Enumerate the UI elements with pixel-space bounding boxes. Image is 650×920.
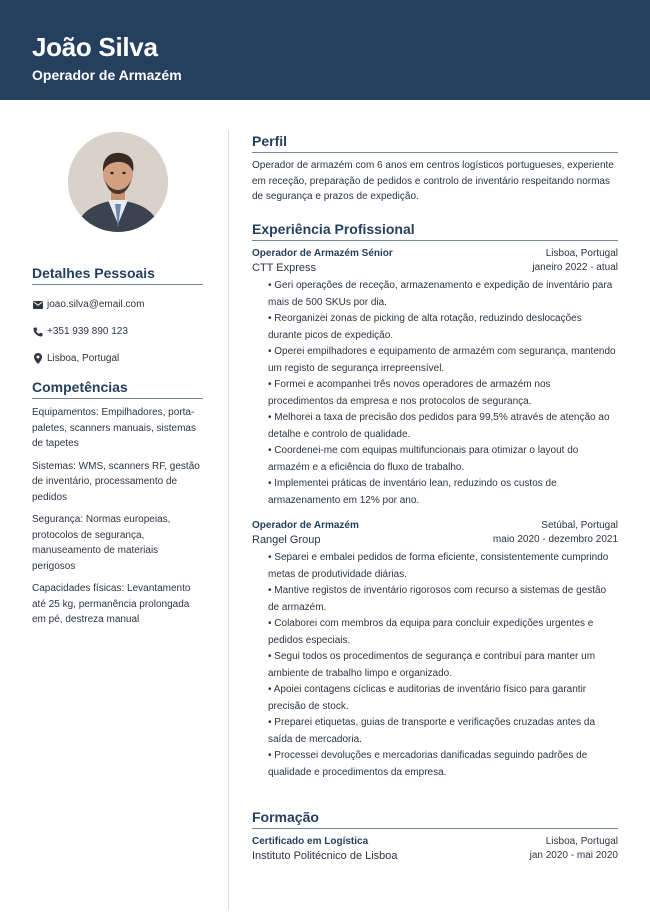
experience-heading: Experiência Profissional	[252, 220, 618, 241]
skill-item: Capacidades físicas: Levantamento até 25 kg, permanência prolongada em pé, destreza manual	[32, 583, 191, 625]
avatar-illustration	[68, 132, 168, 232]
skills-section	[32, 378, 203, 635]
education-heading: Formação	[252, 808, 618, 829]
education-entry	[252, 835, 618, 863]
job-bullets	[268, 278, 618, 509]
personal-details-section	[32, 264, 203, 372]
profile-section	[252, 132, 618, 205]
contact-email[interactable]	[32, 291, 203, 318]
education-institution: Instituto Politécnico de Lisboa	[252, 850, 398, 862]
skills-heading: Competências	[32, 378, 203, 399]
phone-text: +351 939 890 123	[47, 326, 128, 337]
education-dates: jan 2020 - mai 2020	[529, 850, 618, 861]
skill-item: Sistemas: WMS, scanners RF, gestão de inventário, processamento de pedidos	[32, 460, 200, 503]
job-bullet: • Segui todos os procedimentos de segurança e contribuí para manter um ambiente de trabalho limpo e organizado.	[268, 649, 618, 682]
job-bullet: • Reorganizei zonas de picking de alta rotação, reduzindo deslocações durante picos de expedição.	[268, 311, 618, 344]
candidate-name: João Silva	[32, 32, 158, 62]
job-entry	[252, 247, 618, 509]
job-company: Rangel Group	[252, 534, 321, 546]
skill-item: Equipamentos: Empilhadores, porta-paletes, scanners manuais, sistemas de tapetes	[32, 407, 196, 449]
profile-summary: Operador de armazém com 6 anos em centros logísticos portugueses, experiente em receção, preparação de pedidos e controlo de inventário respeitando normas de segurança e prazos de expedição.	[252, 160, 614, 202]
job-bullet: • Preparei etiquetas, guias de transporte e verificações cruzadas antes da saída de mercadoria.	[268, 715, 618, 748]
job-dates: maio 2020 - dezembro 2021	[492, 534, 618, 545]
job-bullet: • Apoiei contagens cíclicas e auditorias de inventário físico para garantir precisão de stock.	[268, 682, 618, 715]
job-location: Lisboa, Portugal	[545, 248, 618, 259]
phone-icon	[32, 326, 43, 337]
profile-photo	[68, 132, 168, 232]
job-bullet: • Formei e acompanhei três novos operadores de armazém nos procedimentos da empresa e nos protocolos de segurança.	[268, 377, 618, 410]
job-location: Setúbal, Portugal	[541, 520, 618, 531]
job-entry	[252, 519, 618, 781]
column-divider	[228, 130, 229, 910]
personal-details-heading: Detalhes Pessoais	[32, 264, 203, 285]
job-bullet: • Mantive registos de inventário rigorosos com recurso a sistemas de gestão de armazém.	[268, 583, 618, 616]
job-bullet: • Separei e embalei pedidos de forma eficiente, consistentemente cumprindo metas de produtividade diárias.	[268, 550, 618, 583]
education-degree: Certificado em Logística	[252, 836, 369, 847]
location-text: Lisboa, Portugal	[47, 353, 120, 364]
envelope-icon	[32, 299, 43, 310]
contact-phone[interactable]	[32, 318, 203, 345]
resume-header	[0, 0, 650, 100]
job-role: Operador de Armazém Sénior	[252, 248, 393, 259]
job-role: Operador de Armazém	[252, 520, 359, 531]
job-bullet: • Implementei práticas de inventário lean, reduzindo os custos de armazenamento em 12% por ano.	[268, 476, 618, 509]
job-bullet: • Processei devoluções e mercadorias danificadas seguindo padrões de qualidade e procedimentos da empresa.	[268, 748, 618, 781]
skill-item: Segurança: Normas europeias, protocolos de segurança, manuseamento de materiais perigosos	[32, 514, 171, 572]
job-bullets	[268, 550, 618, 781]
education-section	[252, 808, 618, 863]
location-pin-icon	[32, 353, 43, 364]
candidate-title: Operador de Armazém	[32, 67, 182, 83]
experience-section	[252, 220, 618, 781]
email-text: joao.silva@email.com	[47, 299, 145, 310]
job-bullet: • Melhorei a taxa de precisão dos pedidos para 99,5% através de atenção ao detalhe e controlo de qualidade.	[268, 410, 618, 443]
job-company: CTT Express	[252, 262, 316, 274]
job-dates: janeiro 2022 - atual	[532, 262, 618, 273]
job-bullet: • Geri operações de receção, armazenamento e expedição de inventário para mais de 500 SKUs por dia.	[268, 278, 618, 311]
contact-location	[32, 345, 203, 372]
job-bullet: • Colaborei com membros da equipa para concluir expedições urgentes e pedidos especiais.	[268, 616, 618, 649]
profile-heading: Perfil	[252, 132, 618, 153]
education-location: Lisboa, Portugal	[545, 836, 618, 847]
job-bullet: • Coordenei-me com equipas multifuncionais para otimizar o layout do armazém e a eficiência do fluxo de trabalho.	[268, 443, 618, 476]
job-bullet: • Operei empilhadores e equipamento de armazém com segurança, mantendo um registo de segurança irrepreensível.	[268, 344, 618, 377]
